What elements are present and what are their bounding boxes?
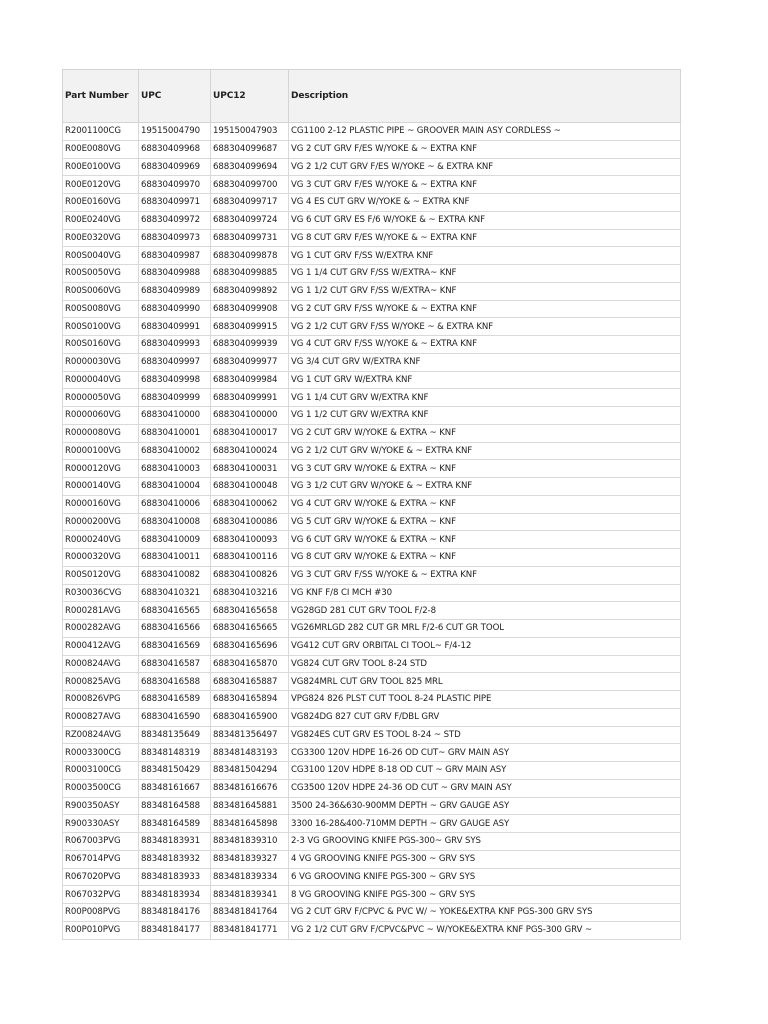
cell-part-number: R0000060VG xyxy=(63,407,139,425)
cell-upc: 88348148319 xyxy=(139,744,211,762)
cell-description: VG 6 CUT GRV W/YOKE & EXTRA ~ KNF xyxy=(289,531,681,549)
cell-upc12: 688304100000 xyxy=(211,407,289,425)
cell-upc12: 195150047903 xyxy=(211,123,289,141)
cell-upc12: 688304165894 xyxy=(211,691,289,709)
table-row xyxy=(63,762,681,780)
header-row xyxy=(63,70,681,123)
cell-part-number: R00S0100VG xyxy=(63,318,139,336)
cell-description: VG 1 1/2 CUT GRV F/SS W/EXTRA~ KNF xyxy=(289,282,681,300)
cell-description: VG 2 CUT GRV F/CPVC & PVC W/ ~ YOKE&EXTRA KNF PGS-300 GRV SYS xyxy=(289,904,681,922)
cell-upc: 68830409973 xyxy=(139,229,211,247)
cell-upc: 68830410000 xyxy=(139,407,211,425)
cell-upc: 68830416566 xyxy=(139,620,211,638)
cell-upc: 68830416569 xyxy=(139,637,211,655)
cell-upc: 68830410006 xyxy=(139,495,211,513)
cell-description: VG 2 CUT GRV F/ES W/YOKE & ~ EXTRA KNF xyxy=(289,140,681,158)
cell-part-number: R0003100CG xyxy=(63,762,139,780)
table-row xyxy=(63,389,681,407)
cell-upc: 68830409998 xyxy=(139,371,211,389)
table-row xyxy=(63,211,681,229)
cell-upc: 68830410009 xyxy=(139,531,211,549)
table-row xyxy=(63,566,681,584)
cell-description: VG 2 1/2 CUT GRV W/YOKE & ~ EXTRA KNF xyxy=(289,442,681,460)
cell-upc12: 883481356497 xyxy=(211,726,289,744)
cell-part-number: R0000030VG xyxy=(63,353,139,371)
cell-upc: 68830409991 xyxy=(139,318,211,336)
cell-upc12: 688304100048 xyxy=(211,478,289,496)
cell-description: VG 4 CUT GRV F/SS W/YOKE & ~ EXTRA KNF xyxy=(289,336,681,354)
cell-upc: 68830409990 xyxy=(139,300,211,318)
cell-part-number: R00S0160VG xyxy=(63,336,139,354)
cell-upc12: 688304099700 xyxy=(211,176,289,194)
cell-upc: 88348183934 xyxy=(139,886,211,904)
cell-part-number: R00S0060VG xyxy=(63,282,139,300)
cell-description: 8 VG GROOVING KNIFE PGS-300 ~ GRV SYS xyxy=(289,886,681,904)
cell-upc: 88348135649 xyxy=(139,726,211,744)
cell-description: CG3500 120V HDPE 24-36 OD CUT ~ GRV MAIN ASY xyxy=(289,779,681,797)
cell-upc: 68830410011 xyxy=(139,549,211,567)
cell-part-number: RZ00824AVG xyxy=(63,726,139,744)
table-row xyxy=(63,921,681,939)
cell-description: VG824DG 827 CUT GRV F/DBL GRV xyxy=(289,708,681,726)
cell-upc12: 688304100116 xyxy=(211,549,289,567)
table-row xyxy=(63,850,681,868)
cell-upc12: 688304099724 xyxy=(211,211,289,229)
cell-part-number: R0000240VG xyxy=(63,531,139,549)
cell-part-number: R0003500CG xyxy=(63,779,139,797)
cell-part-number: R067020PVG xyxy=(63,868,139,886)
cell-upc: 88348183932 xyxy=(139,850,211,868)
cell-part-number: R000827AVG xyxy=(63,708,139,726)
cell-upc: 88348164589 xyxy=(139,815,211,833)
cell-description: VG28GD 281 CUT GRV TOOL F/2-8 xyxy=(289,602,681,620)
table-row xyxy=(63,833,681,851)
table-row xyxy=(63,797,681,815)
cell-upc12: 688304100086 xyxy=(211,513,289,531)
cell-upc: 19515004790 xyxy=(139,123,211,141)
cell-part-number: R00E0160VG xyxy=(63,194,139,212)
cell-upc12: 688304099892 xyxy=(211,282,289,300)
table-row xyxy=(63,247,681,265)
cell-upc: 68830409987 xyxy=(139,247,211,265)
cell-upc: 88348150429 xyxy=(139,762,211,780)
cell-description: VG 2 CUT GRV W/YOKE & EXTRA ~ KNF xyxy=(289,424,681,442)
cell-upc12: 883481841764 xyxy=(211,904,289,922)
table-row xyxy=(63,318,681,336)
cell-upc12: 883481839334 xyxy=(211,868,289,886)
cell-upc12: 688304103216 xyxy=(211,584,289,602)
cell-upc12: 688304165658 xyxy=(211,602,289,620)
cell-description: VG 4 CUT GRV W/YOKE & EXTRA ~ KNF xyxy=(289,495,681,513)
column-header-upc12: UPC12 xyxy=(211,70,289,123)
cell-part-number: R0000140VG xyxy=(63,478,139,496)
cell-upc: 68830416589 xyxy=(139,691,211,709)
table-row xyxy=(63,123,681,141)
cell-description: VG412 CUT GRV ORBITAL CI TOOL~ F/4-12 xyxy=(289,637,681,655)
table-row xyxy=(63,815,681,833)
cell-upc: 68830409993 xyxy=(139,336,211,354)
cell-description: VG 3 CUT GRV W/YOKE & EXTRA ~ KNF xyxy=(289,460,681,478)
cell-upc12: 688304099717 xyxy=(211,194,289,212)
cell-description: CG3100 120V HDPE 8-18 OD CUT ~ GRV MAIN ASY xyxy=(289,762,681,780)
cell-upc12: 688304099915 xyxy=(211,318,289,336)
cell-part-number: R00S0040VG xyxy=(63,247,139,265)
cell-upc12: 688304099939 xyxy=(211,336,289,354)
cell-part-number: R00P010PVG xyxy=(63,921,139,939)
cell-upc: 68830409969 xyxy=(139,158,211,176)
table-row xyxy=(63,495,681,513)
table-row xyxy=(63,265,681,283)
cell-upc12: 883481645898 xyxy=(211,815,289,833)
table-row xyxy=(63,282,681,300)
cell-description: VG824ES CUT GRV ES TOOL 8-24 ~ STD xyxy=(289,726,681,744)
cell-part-number: R0000200VG xyxy=(63,513,139,531)
cell-part-number: R030036CVG xyxy=(63,584,139,602)
cell-part-number: R000824AVG xyxy=(63,655,139,673)
table-row xyxy=(63,424,681,442)
table-row xyxy=(63,371,681,389)
cell-part-number: R0000080VG xyxy=(63,424,139,442)
cell-description: VG 2 1/2 CUT GRV F/CPVC&PVC ~ W/YOKE&EXTRA KNF PGS-300 GRV ~ xyxy=(289,921,681,939)
cell-upc: 68830409997 xyxy=(139,353,211,371)
cell-upc12: 688304099991 xyxy=(211,389,289,407)
cell-description: VG 6 CUT GRV ES F/6 W/YOKE & ~ EXTRA KNF xyxy=(289,211,681,229)
cell-upc12: 688304099908 xyxy=(211,300,289,318)
table-row xyxy=(63,531,681,549)
table-row xyxy=(63,158,681,176)
table-row xyxy=(63,673,681,691)
cell-upc: 68830416587 xyxy=(139,655,211,673)
cell-upc12: 688304099687 xyxy=(211,140,289,158)
parts-table xyxy=(62,69,681,940)
cell-description: VG 1 CUT GRV F/SS W/EXTRA KNF xyxy=(289,247,681,265)
cell-part-number: R00S0080VG xyxy=(63,300,139,318)
table-row xyxy=(63,442,681,460)
cell-description: VG 2 1/2 CUT GRV F/SS W/YOKE ~ & EXTRA KNF xyxy=(289,318,681,336)
cell-upc: 68830410008 xyxy=(139,513,211,531)
cell-part-number: R0000040VG xyxy=(63,371,139,389)
cell-description: VG 8 CUT GRV F/ES W/YOKE & ~ EXTRA KNF xyxy=(289,229,681,247)
cell-upc12: 688304099878 xyxy=(211,247,289,265)
cell-upc: 68830409988 xyxy=(139,265,211,283)
cell-part-number: R900350ASY xyxy=(63,797,139,815)
table-row xyxy=(63,140,681,158)
cell-upc: 68830410321 xyxy=(139,584,211,602)
cell-part-number: R00E0120VG xyxy=(63,176,139,194)
cell-upc12: 688304100031 xyxy=(211,460,289,478)
cell-upc12: 688304099977 xyxy=(211,353,289,371)
table-row xyxy=(63,868,681,886)
cell-part-number: R00E0080VG xyxy=(63,140,139,158)
cell-upc12: 688304099694 xyxy=(211,158,289,176)
cell-description: VG 1 CUT GRV W/EXTRA KNF xyxy=(289,371,681,389)
table-row xyxy=(63,460,681,478)
cell-description: VG26MRLGD 282 CUT GR MRL F/2-6 CUT GR TOOL xyxy=(289,620,681,638)
cell-description: 3500 24-36&630-900MM DEPTH ~ GRV GAUGE ASY xyxy=(289,797,681,815)
cell-upc: 68830409989 xyxy=(139,282,211,300)
cell-part-number: R0003300CG xyxy=(63,744,139,762)
cell-description: CG3300 120V HDPE 16-26 OD CUT~ GRV MAIN ASY xyxy=(289,744,681,762)
cell-description: VG 3 1/2 CUT GRV W/YOKE & ~ EXTRA KNF xyxy=(289,478,681,496)
cell-upc: 68830410004 xyxy=(139,478,211,496)
cell-description: 6 VG GROOVING KNIFE PGS-300 ~ GRV SYS xyxy=(289,868,681,886)
table-row xyxy=(63,620,681,638)
table-row xyxy=(63,726,681,744)
cell-part-number: R00E0100VG xyxy=(63,158,139,176)
cell-upc12: 688304100062 xyxy=(211,495,289,513)
table-row xyxy=(63,584,681,602)
column-header-description: Description xyxy=(289,70,681,123)
cell-part-number: R0000100VG xyxy=(63,442,139,460)
column-header-part-number: Part Number xyxy=(63,70,139,123)
cell-upc: 68830416565 xyxy=(139,602,211,620)
table-body xyxy=(63,123,681,940)
cell-description: VG 1 1/4 CUT GRV F/SS W/EXTRA~ KNF xyxy=(289,265,681,283)
parts-table-sheet xyxy=(62,69,680,940)
cell-upc12: 883481645881 xyxy=(211,797,289,815)
cell-upc: 68830409968 xyxy=(139,140,211,158)
cell-upc12: 883481841771 xyxy=(211,921,289,939)
cell-upc: 68830409999 xyxy=(139,389,211,407)
table-row xyxy=(63,602,681,620)
cell-upc12: 688304100826 xyxy=(211,566,289,584)
cell-upc12: 688304099885 xyxy=(211,265,289,283)
cell-description: 3300 16-28&400-710MM DEPTH ~ GRV GAUGE ASY xyxy=(289,815,681,833)
table-row xyxy=(63,229,681,247)
cell-upc: 68830416590 xyxy=(139,708,211,726)
cell-upc: 68830409972 xyxy=(139,211,211,229)
cell-upc12: 883481616676 xyxy=(211,779,289,797)
cell-upc12: 688304099731 xyxy=(211,229,289,247)
cell-part-number: R000281AVG xyxy=(63,602,139,620)
cell-part-number: R00E0240VG xyxy=(63,211,139,229)
table-row xyxy=(63,549,681,567)
cell-part-number: R067032PVG xyxy=(63,886,139,904)
cell-description: VG 3/4 CUT GRV W/EXTRA KNF xyxy=(289,353,681,371)
cell-part-number: R00P008PVG xyxy=(63,904,139,922)
cell-part-number: R000825AVG xyxy=(63,673,139,691)
table-row xyxy=(63,744,681,762)
cell-upc12: 688304165870 xyxy=(211,655,289,673)
cell-upc12: 688304165665 xyxy=(211,620,289,638)
cell-description: VG 1 1/4 CUT GRV W/EXTRA KNF xyxy=(289,389,681,407)
cell-upc12: 688304100024 xyxy=(211,442,289,460)
table-row xyxy=(63,336,681,354)
cell-description: VG 3 CUT GRV F/SS W/YOKE & ~ EXTRA KNF xyxy=(289,566,681,584)
cell-upc12: 883481483193 xyxy=(211,744,289,762)
cell-upc: 68830410082 xyxy=(139,566,211,584)
cell-description: 4 VG GROOVING KNIFE PGS-300 ~ GRV SYS xyxy=(289,850,681,868)
cell-part-number: R00S0050VG xyxy=(63,265,139,283)
cell-upc12: 883481839327 xyxy=(211,850,289,868)
table-row xyxy=(63,353,681,371)
cell-upc12: 688304165696 xyxy=(211,637,289,655)
cell-upc: 68830409970 xyxy=(139,176,211,194)
cell-upc: 88348184177 xyxy=(139,921,211,939)
cell-part-number: R2001100CG xyxy=(63,123,139,141)
cell-description: VG 1 1/2 CUT GRV W/EXTRA KNF xyxy=(289,407,681,425)
cell-description: VG824MRL CUT GRV TOOL 825 MRL xyxy=(289,673,681,691)
cell-part-number: R00E0320VG xyxy=(63,229,139,247)
cell-part-number: R067003PVG xyxy=(63,833,139,851)
cell-upc: 88348183931 xyxy=(139,833,211,851)
cell-part-number: R0000320VG xyxy=(63,549,139,567)
cell-upc: 68830410002 xyxy=(139,442,211,460)
cell-upc12: 688304165900 xyxy=(211,708,289,726)
cell-upc12: 883481839341 xyxy=(211,886,289,904)
cell-part-number: R067014PVG xyxy=(63,850,139,868)
table-row xyxy=(63,655,681,673)
cell-part-number: R000412AVG xyxy=(63,637,139,655)
cell-description: VG 8 CUT GRV W/YOKE & EXTRA ~ KNF xyxy=(289,549,681,567)
table-row xyxy=(63,478,681,496)
cell-part-number: R0000050VG xyxy=(63,389,139,407)
cell-part-number: R00S0120VG xyxy=(63,566,139,584)
cell-upc: 68830409971 xyxy=(139,194,211,212)
cell-upc12: 688304099984 xyxy=(211,371,289,389)
cell-upc12: 688304165887 xyxy=(211,673,289,691)
cell-upc: 88348184176 xyxy=(139,904,211,922)
cell-part-number: R0000160VG xyxy=(63,495,139,513)
cell-upc: 68830410001 xyxy=(139,424,211,442)
cell-description: CG1100 2-12 PLASTIC PIPE ~ GROOVER MAIN ASY CORDLESS ~ xyxy=(289,123,681,141)
cell-part-number: R900330ASY xyxy=(63,815,139,833)
cell-description: VG824 CUT GRV TOOL 8-24 STD xyxy=(289,655,681,673)
cell-description: VG KNF F/8 CI MCH #30 xyxy=(289,584,681,602)
table-row xyxy=(63,708,681,726)
table-row xyxy=(63,886,681,904)
cell-upc12: 688304100093 xyxy=(211,531,289,549)
cell-description: 2-3 VG GROOVING KNIFE PGS-300~ GRV SYS xyxy=(289,833,681,851)
table-row xyxy=(63,691,681,709)
cell-upc: 88348183933 xyxy=(139,868,211,886)
cell-description: VG 3 CUT GRV F/ES W/YOKE & ~ EXTRA KNF xyxy=(289,176,681,194)
cell-description: VPG824 826 PLST CUT TOOL 8-24 PLASTIC PIPE xyxy=(289,691,681,709)
cell-upc12: 688304100017 xyxy=(211,424,289,442)
cell-description: VG 4 ES CUT GRV W/YOKE & ~ EXTRA KNF xyxy=(289,194,681,212)
table-row xyxy=(63,779,681,797)
cell-description: VG 2 1/2 CUT GRV F/ES W/YOKE ~ & EXTRA KNF xyxy=(289,158,681,176)
cell-part-number: R000826VPG xyxy=(63,691,139,709)
cell-upc12: 883481504294 xyxy=(211,762,289,780)
cell-description: VG 2 CUT GRV F/SS W/YOKE & ~ EXTRA KNF xyxy=(289,300,681,318)
table-row xyxy=(63,194,681,212)
table-header xyxy=(63,70,681,123)
table-row xyxy=(63,904,681,922)
table-row xyxy=(63,407,681,425)
cell-part-number: R0000120VG xyxy=(63,460,139,478)
cell-upc: 68830416588 xyxy=(139,673,211,691)
cell-description: VG 5 CUT GRV W/YOKE & EXTRA ~ KNF xyxy=(289,513,681,531)
table-row xyxy=(63,300,681,318)
cell-part-number: R000282AVG xyxy=(63,620,139,638)
cell-upc12: 883481839310 xyxy=(211,833,289,851)
cell-upc: 68830410003 xyxy=(139,460,211,478)
table-row xyxy=(63,176,681,194)
cell-upc: 88348164588 xyxy=(139,797,211,815)
table-row xyxy=(63,637,681,655)
table-row xyxy=(63,513,681,531)
column-header-upc: UPC xyxy=(139,70,211,123)
cell-upc: 88348161667 xyxy=(139,779,211,797)
